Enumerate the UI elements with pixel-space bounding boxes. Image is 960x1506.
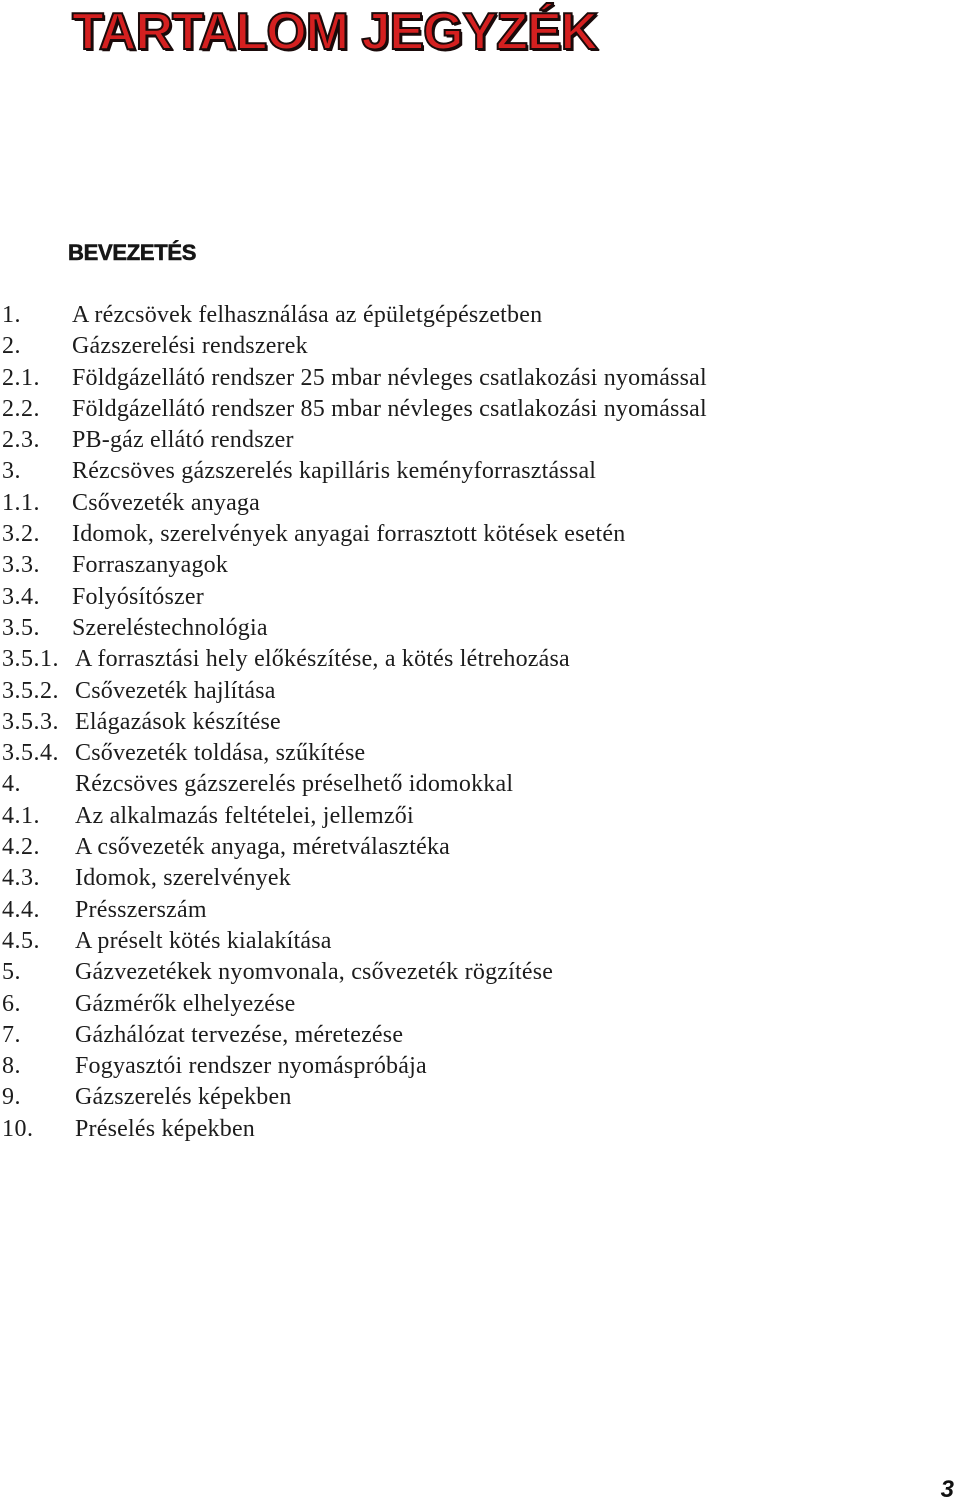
toc-entry-number: 3. — [2, 458, 21, 485]
toc-entry — [0, 425, 707, 456]
toc-entry-title: A csővezeték anyaga, méretválasztéka — [75, 834, 451, 861]
toc-entry — [0, 300, 707, 331]
toc-entry-title: A forrasztási hely előkészítése, a kötés létrehozása — [75, 646, 570, 673]
toc-entry-number: 3.4. — [2, 583, 40, 610]
toc-entry-title: Szereléstechnológia — [72, 614, 268, 641]
toc-entry-number: 4.1. — [2, 802, 40, 829]
toc-entry-number: 9. — [2, 1084, 21, 1111]
toc-entry-number: 2.1. — [2, 364, 40, 391]
toc-entry-number: 3.5.1. — [2, 646, 59, 673]
toc-entry-title: Gázhálózat tervezése, méretezése — [75, 1021, 404, 1048]
toc-entry — [0, 331, 707, 362]
toc-entry — [0, 456, 707, 487]
toc-entry-number: 3.5.4. — [2, 740, 59, 767]
toc-entry — [0, 1082, 707, 1113]
toc-entry-title: Elágazások készítése — [75, 708, 281, 735]
toc-entry — [0, 488, 707, 519]
toc-entry-number: 2.3. — [2, 427, 40, 454]
toc-entry-number: 1.1. — [2, 489, 40, 516]
toc-entry — [0, 1020, 707, 1051]
toc-entry-title: PB-gáz ellátó rendszer — [72, 427, 294, 454]
toc-entry-title: Csővezeték anyaga — [72, 489, 260, 516]
toc-entry-title: Az alkalmazás feltételei, jellemzői — [75, 802, 414, 829]
section-heading-bevezetes: BEVEZETÉS — [68, 240, 197, 265]
toc-entry — [0, 363, 707, 394]
toc-entry — [0, 957, 707, 988]
toc-entry-title: Földgázellátó rendszer 25 mbar névleges csatlakozási nyomással — [72, 364, 707, 391]
toc-entry-title: Préselés képekben — [75, 1115, 256, 1142]
toc-entry — [0, 519, 707, 550]
toc-entry-number: 6. — [2, 990, 21, 1017]
toc-entry-title: Rézcsöves gázszerelés kapilláris keményforrasztással — [72, 458, 597, 485]
toc-entry — [0, 769, 707, 800]
toc-entry — [0, 926, 707, 957]
toc-entry-title: Csővezeték hajlítása — [75, 677, 276, 704]
toc-entry — [0, 832, 707, 863]
toc-entry-number: 4.5. — [2, 927, 40, 954]
toc-entry-number: 1. — [2, 302, 21, 328]
toc-entry — [0, 613, 707, 644]
toc-entry-title: A préselt kötés kialakítása — [75, 927, 332, 954]
toc-entry-number: 3.2. — [2, 521, 40, 548]
toc-entry-number: 4.2. — [2, 834, 40, 861]
table-of-contents — [0, 300, 707, 1145]
toc-entry — [0, 1051, 707, 1082]
toc-entry — [0, 707, 707, 738]
toc-entry-number: 3.5.3. — [2, 708, 59, 735]
toc-entry-title: Rézcsöves gázszerelés préselhető idomokkal — [75, 771, 514, 798]
toc-entry-number: 2. — [2, 333, 21, 360]
toc-entry — [0, 394, 707, 425]
toc-entry-title: Gázvezetékek nyomvonala, csővezeték rögzítése — [75, 959, 554, 986]
toc-entry — [0, 550, 707, 581]
toc-entry-number: 4.4. — [2, 896, 40, 923]
toc-entry-title: A rézcsövek felhasználása az épületgépészetben — [72, 302, 543, 328]
toc-entry — [0, 644, 707, 675]
page-number: 3 — [940, 1476, 954, 1503]
toc-entry-title: Fogyasztói rendszer nyomáspróbája — [75, 1053, 427, 1080]
toc-entry-number: 3.5.2. — [2, 677, 59, 704]
toc-entry-number: 3.5. — [2, 614, 40, 641]
toc-entry-title: Gázszerelés képekben — [75, 1084, 292, 1111]
toc-entry — [0, 676, 707, 707]
toc-entry-number: 2.2. — [2, 395, 40, 422]
toc-entry-title: Idomok, szerelvények anyagai forrasztott kötések esetén — [72, 521, 626, 548]
toc-entry-number: 3.3. — [2, 552, 40, 579]
toc-entry-number: 8. — [2, 1053, 21, 1080]
toc-entry — [0, 1114, 707, 1145]
toc-entry-title: Gázszerelési rendszerek — [72, 333, 308, 360]
toc-entry-number: 4.3. — [2, 865, 40, 892]
toc-entry-title: Folyósítószer — [72, 583, 204, 610]
page-title: TARTALOM JEGYZÉK — [72, 3, 598, 61]
toc-entry-number: 7. — [2, 1021, 21, 1048]
toc-entry-title: Gázmérők elhelyezése — [75, 990, 296, 1017]
toc-entry — [0, 582, 707, 613]
toc-entry — [0, 989, 707, 1020]
toc-entry-number: 4. — [2, 771, 21, 798]
toc-entry — [0, 801, 707, 832]
toc-entry-number: 10. — [2, 1115, 34, 1142]
toc-entry-number: 5. — [2, 959, 21, 986]
toc-entry-title: Forraszanyagok — [72, 552, 229, 579]
toc-entry-title: Présszerszám — [75, 896, 207, 923]
toc-entry-title: Földgázellátó rendszer 85 mbar névleges csatlakozási nyomással — [72, 395, 707, 422]
toc-entry — [0, 863, 707, 894]
toc-entry — [0, 738, 707, 769]
toc-entry-title: Idomok, szerelvények — [75, 865, 291, 892]
toc-entry — [0, 895, 707, 926]
toc-entry-title: Csővezeték toldása, szűkítése — [75, 740, 366, 767]
